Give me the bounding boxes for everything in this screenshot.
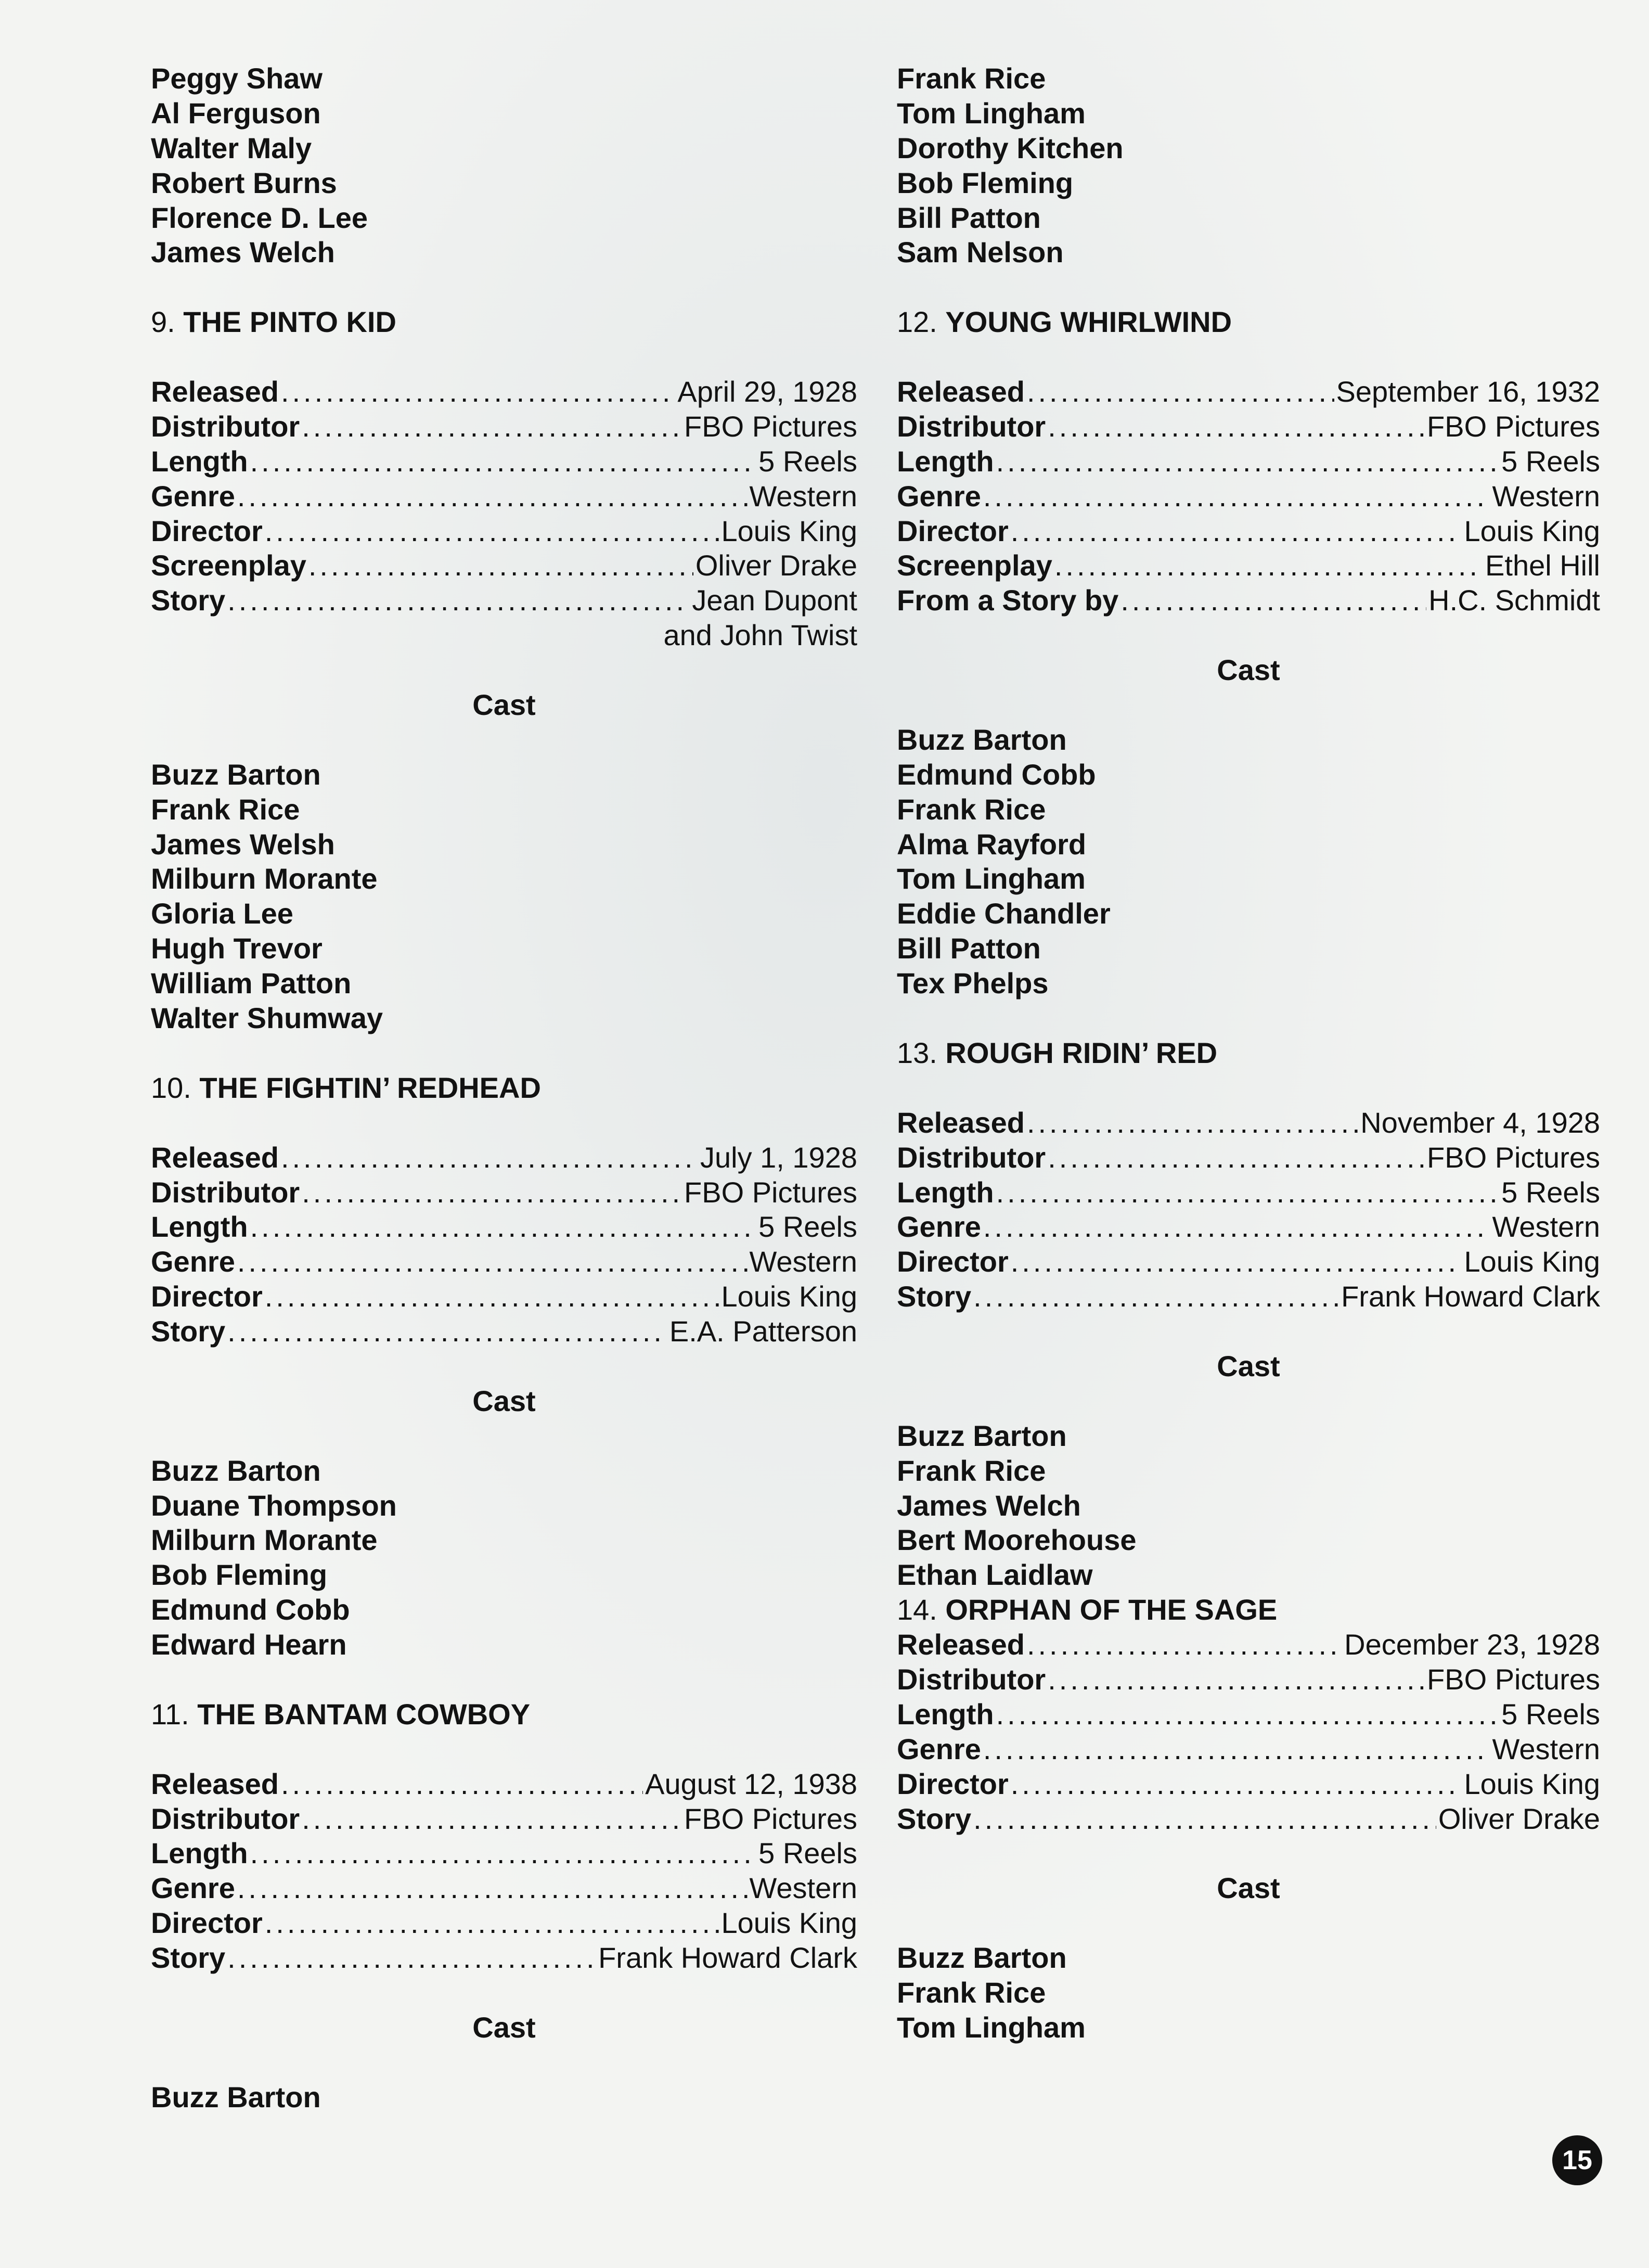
cast-name: Walter Maly <box>151 131 312 164</box>
credit-value: July 1, 1928 <box>700 1141 857 1174</box>
cast-name: Sam Nelson <box>897 236 1064 269</box>
credit-row <box>897 1210 1600 1245</box>
credit-row <box>897 1175 1600 1210</box>
credit-label: Length <box>151 1210 248 1244</box>
cast-name: Tom Lingham <box>897 2010 1086 2044</box>
credit-label: Length <box>897 444 994 478</box>
credit-value: FBO Pictures <box>684 1802 857 1835</box>
film-title: YOUNG WHIRLWIND <box>945 305 1232 339</box>
credit-row <box>151 1210 857 1245</box>
credit-value: Louis King <box>1464 514 1600 547</box>
cast-name: Buzz Barton <box>897 1419 1067 1452</box>
credit-label: Genre <box>897 479 981 512</box>
film-title: ROUGH RIDIN’ RED <box>945 1036 1218 1069</box>
credit-label: Released <box>897 375 1025 408</box>
cast-name: Frank Rice <box>897 62 1046 95</box>
credit-value: Frank Howard Clark <box>598 1941 857 1975</box>
credit-label: Genre <box>897 1210 981 1244</box>
credit-value: FBO Pictures <box>684 1175 857 1209</box>
cast-heading: Cast <box>1217 1349 1280 1382</box>
credit-value: Ethel Hill <box>1485 549 1600 582</box>
cast-name: Buzz Barton <box>151 2080 321 2113</box>
credit-label: Story <box>151 1941 226 1975</box>
cast-name: Edward Hearn <box>151 1628 347 1661</box>
credit-row <box>897 1106 1600 1141</box>
credit-label: Story <box>151 1315 226 1348</box>
film-title: THE PINTO KID <box>183 305 396 339</box>
credit-value: FBO Pictures <box>684 409 857 443</box>
credit-label: Distributor <box>151 1175 300 1209</box>
credit-value: Jean Dupont <box>692 584 857 617</box>
cast-name: Peggy Shaw <box>151 62 323 95</box>
cast-name: William Patton <box>151 967 352 1000</box>
credit-row <box>151 583 857 618</box>
cast-name: Eddie Chandler <box>897 897 1111 930</box>
credit-row <box>897 1628 1600 1662</box>
cast-name: Robert Burns <box>151 166 337 199</box>
credit-value: August 12, 1938 <box>645 1767 857 1800</box>
credit-value: 5 Reels <box>1501 1697 1600 1731</box>
credit-value: Western <box>749 479 857 512</box>
credit-value: Louis King <box>721 1280 857 1313</box>
credit-label: Genre <box>151 1245 235 1278</box>
film-number: 13. <box>897 1036 937 1069</box>
credit-label: Director <box>897 1245 1009 1278</box>
credit-value: Western <box>749 1245 857 1278</box>
credit-row <box>897 409 1600 444</box>
film-heading <box>897 1036 1600 1071</box>
cast-name: Florence D. Lee <box>151 201 368 234</box>
credit-value: Western <box>749 1872 857 1905</box>
credit-value: September 16, 1932 <box>1336 375 1600 408</box>
cast-name: Buzz Barton <box>151 1454 321 1487</box>
credit-value: Oliver Drake <box>695 549 857 582</box>
cast-name: Frank Rice <box>897 792 1046 826</box>
credit-value: April 29, 1928 <box>677 375 857 408</box>
credit-label: Released <box>151 1767 279 1800</box>
credit-value: Louis King <box>721 514 857 547</box>
credit-label: Genre <box>151 479 235 512</box>
cast-name: Tex Phelps <box>897 967 1049 1000</box>
cast-name: Buzz Barton <box>151 758 321 791</box>
credit-row <box>897 1279 1600 1314</box>
credit-label: Length <box>897 1175 994 1209</box>
credit-value: 5 Reels <box>758 1837 857 1870</box>
cast-name: James Welch <box>151 236 335 269</box>
cast-name: Buzz Barton <box>897 723 1067 756</box>
cast-name: Al Ferguson <box>151 96 321 130</box>
credit-value: 5 Reels <box>758 1210 857 1244</box>
credit-label: Director <box>151 1280 263 1313</box>
credit-row <box>897 444 1600 479</box>
cast-name: Alma Rayford <box>897 827 1087 861</box>
credit-label: Distributor <box>151 1802 300 1835</box>
credit-row <box>897 375 1600 409</box>
credit-row <box>151 1836 857 1871</box>
credit-label: Released <box>897 1106 1025 1139</box>
credit-label: From a Story by <box>897 584 1119 617</box>
credit-value: Louis King <box>721 1906 857 1940</box>
film-title: THE FIGHTIN’ REDHEAD <box>199 1071 541 1104</box>
credit-label: Length <box>151 444 248 478</box>
film-heading <box>897 305 1600 340</box>
cast-heading: Cast <box>472 688 536 722</box>
film-number: 9. <box>151 305 175 339</box>
credit-label: Director <box>897 514 1009 547</box>
credit-label: Genre <box>897 1732 981 1765</box>
credit-row <box>151 1906 857 1941</box>
credit-label: Genre <box>151 1872 235 1905</box>
cast-name: Bert Moorehouse <box>897 1523 1137 1557</box>
film-number: 10. <box>151 1071 191 1104</box>
credit-value: FBO Pictures <box>1427 1662 1600 1696</box>
film-heading <box>151 1071 857 1106</box>
cast-name: Frank Rice <box>897 1454 1046 1487</box>
credit-label: Distributor <box>151 409 300 443</box>
cast-name: Hugh Trevor <box>151 932 323 965</box>
credit-label: Released <box>151 1141 279 1174</box>
cast-name: Bob Fleming <box>151 1558 328 1592</box>
credit-label: Story <box>151 584 226 617</box>
cast-name: Bob Fleming <box>897 166 1074 199</box>
cast-name: Bill Patton <box>897 932 1041 965</box>
credit-label: Director <box>897 1767 1009 1800</box>
credit-value: 5 Reels <box>758 444 857 478</box>
credit-label: Length <box>151 1837 248 1870</box>
film-number: 14. <box>897 1593 937 1626</box>
credit-row <box>897 1697 1600 1732</box>
film-number: 12. <box>897 305 937 339</box>
cast-name: Edmund Cobb <box>151 1593 350 1626</box>
credit-row <box>151 1245 857 1279</box>
film-title: THE BANTAM COWBOY <box>197 1697 531 1731</box>
film-title: ORPHAN OF THE SAGE <box>945 1593 1278 1626</box>
credit-row <box>897 1245 1600 1279</box>
credit-value-continued: and John Twist <box>663 619 857 652</box>
credit-row <box>897 1732 1600 1767</box>
credit-value: December 23, 1928 <box>1344 1628 1600 1661</box>
cast-name: Frank Rice <box>151 792 300 826</box>
credit-value: 5 Reels <box>1501 444 1600 478</box>
cast-heading: Cast <box>1217 654 1280 687</box>
credit-row <box>151 1941 857 1976</box>
credit-value: Western <box>1492 1210 1600 1244</box>
cast-name: Gloria Lee <box>151 897 293 930</box>
credit-value: FBO Pictures <box>1427 1141 1600 1174</box>
cast-heading: Cast <box>1217 1872 1280 1905</box>
cast-name: Tom Lingham <box>897 862 1086 895</box>
cast-name: Edmund Cobb <box>897 758 1096 791</box>
cast-name: Milburn Morante <box>151 1523 378 1557</box>
credit-value: Oliver Drake <box>1438 1802 1600 1835</box>
film-heading <box>151 1697 857 1732</box>
right-column <box>897 61 1600 2045</box>
cast-name: Tom Lingham <box>897 96 1086 130</box>
credit-value: Western <box>1492 1732 1600 1765</box>
credit-value: Western <box>1492 479 1600 512</box>
credit-row <box>151 444 857 479</box>
credit-row <box>897 1767 1600 1802</box>
credit-label: Story <box>897 1280 972 1313</box>
credit-row <box>897 583 1600 618</box>
cast-name: Frank Rice <box>897 1976 1046 2009</box>
cast-name: Duane Thompson <box>151 1489 397 1522</box>
credit-value: Louis King <box>1464 1767 1600 1800</box>
credit-row <box>897 479 1600 514</box>
credit-label: Director <box>151 514 263 547</box>
cast-name: Ethan Laidlaw <box>897 1558 1093 1592</box>
credit-label: Distributor <box>897 1141 1046 1174</box>
credit-label: Length <box>897 1697 994 1731</box>
cast-heading: Cast <box>472 1384 536 1417</box>
cast-name: Milburn Morante <box>151 862 378 895</box>
credit-row <box>897 548 1600 583</box>
cast-name: Buzz Barton <box>897 1941 1067 1975</box>
credit-row <box>151 1279 857 1314</box>
credit-row <box>151 375 857 409</box>
credit-row <box>897 1141 1600 1175</box>
credit-value: H.C. Schmidt <box>1428 584 1600 617</box>
credit-row <box>151 1802 857 1837</box>
page-number: 15 <box>1552 2135 1602 2185</box>
credit-row <box>151 1175 857 1210</box>
credit-row <box>151 514 857 549</box>
credit-row <box>151 548 857 583</box>
credit-value: 5 Reels <box>1501 1175 1600 1209</box>
credit-label: Distributor <box>897 409 1046 443</box>
cast-name: James Welsh <box>151 827 335 861</box>
credit-row <box>897 1802 1600 1837</box>
credit-row <box>151 1314 857 1349</box>
credit-label: Distributor <box>897 1662 1046 1696</box>
film-number: 11. <box>151 1697 189 1731</box>
credit-row <box>151 479 857 514</box>
left-column <box>151 61 857 2115</box>
credit-row <box>151 1767 857 1802</box>
credit-label: Released <box>151 375 279 408</box>
credit-value: Frank Howard Clark <box>1341 1280 1600 1313</box>
credit-label: Screenplay <box>151 549 306 582</box>
film-heading <box>897 1593 1600 1628</box>
credit-row <box>151 1141 857 1175</box>
credit-value: November 4, 1928 <box>1360 1106 1600 1139</box>
credit-row <box>151 409 857 444</box>
cast-name: James Welch <box>897 1489 1081 1522</box>
credit-label: Screenplay <box>897 549 1052 582</box>
credit-label: Story <box>897 1802 972 1835</box>
credit-value: E.A. Patterson <box>669 1315 857 1348</box>
cast-name: Walter Shumway <box>151 1002 383 1035</box>
credit-label: Released <box>897 1628 1025 1661</box>
cast-heading: Cast <box>472 2010 536 2044</box>
cast-name: Bill Patton <box>897 201 1041 234</box>
cast-name: Dorothy Kitchen <box>897 131 1124 164</box>
film-heading <box>151 305 857 340</box>
credit-row <box>897 1662 1600 1697</box>
credit-value: Louis King <box>1464 1245 1600 1278</box>
credit-row <box>897 514 1600 549</box>
credit-row <box>151 1871 857 1906</box>
credit-label: Director <box>151 1906 263 1940</box>
credit-value: FBO Pictures <box>1427 409 1600 443</box>
